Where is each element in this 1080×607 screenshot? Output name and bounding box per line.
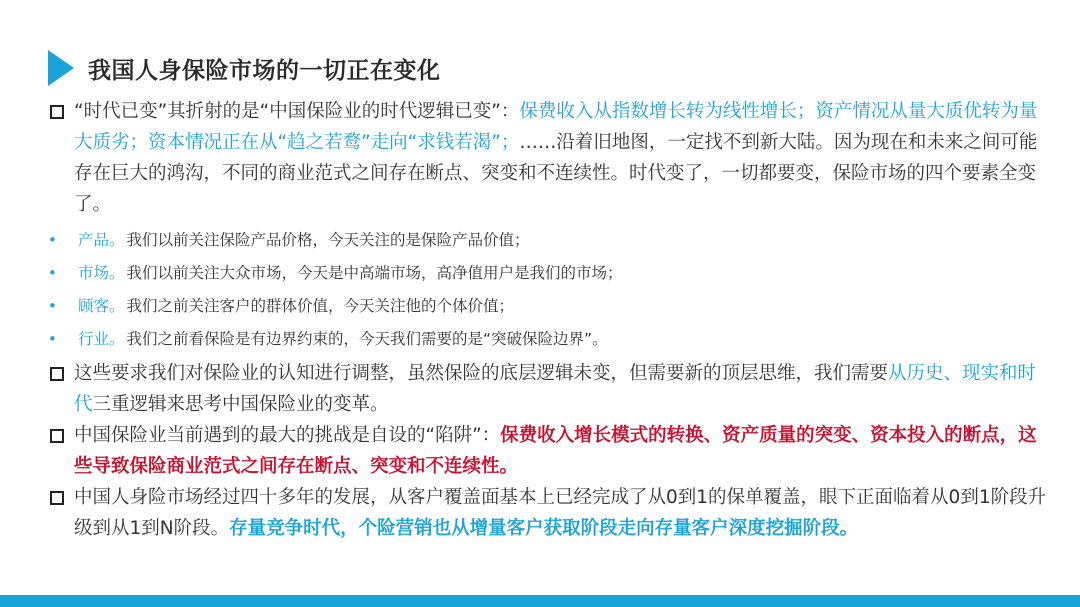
bullet-list <box>48 224 1048 356</box>
square-bullet-icon <box>50 429 64 443</box>
title-arrow-icon <box>48 50 74 86</box>
page-title: 我国人身保险市场的一切正在变化 <box>88 57 441 84</box>
slide-body <box>48 96 1048 544</box>
bullet-keyword: 顾客。 <box>78 297 125 315</box>
bullet-dot-icon: • <box>48 264 57 282</box>
square-bullet-icon <box>50 105 64 119</box>
paragraph-2-rest: 三重逻辑来思考中国保险业的变革。 <box>92 394 389 415</box>
bullet-keyword: 产品。 <box>78 231 125 249</box>
paragraph-3-highlight: 保费收入增长模式的转换、资产质量的突变、资本投入的断点，这些导致保险商业范式之间存在断点、突变和不连续性。 <box>74 425 1037 477</box>
bullet-dot-icon: • <box>48 330 57 348</box>
paragraph-3-text: 中国保险业当前遇到的最大的挑战是自设的“陷阱”： <box>74 425 501 446</box>
paragraph-1 <box>48 96 1048 220</box>
paragraph-2-text: 这些要求我们对保险业的认知进行调整，虽然保险的底层逻辑未变，但需要新的顶层思维，我们需要 <box>74 363 889 384</box>
bullet-text: 我们之前看保险是有边界约束的，今天我们需要的是“突破保险边界”。 <box>126 330 608 348</box>
list-item <box>48 224 1048 257</box>
list-item <box>48 290 1048 323</box>
bottom-accent-bar <box>0 595 1080 607</box>
paragraph-2-highlight: 从历史、现实和时代 <box>74 363 1037 415</box>
list-item <box>48 323 1048 356</box>
list-item <box>48 257 1048 290</box>
bullet-dot-icon: • <box>48 297 57 315</box>
bullet-text: 我们以前关注大众市场，今天是中高端市场，高净值用户是我们的市场； <box>126 264 623 282</box>
paragraph-4-highlight: 存量竞争时代，个险营销也从增量客户获取阶段走向存量客户深度挖掘阶段。 <box>229 518 859 539</box>
bullet-dot-icon: • <box>48 231 57 249</box>
bullet-text: 我们之前关注客户的群体价值，今天关注他的个体价值； <box>126 297 515 315</box>
square-bullet-icon <box>50 367 64 381</box>
paragraph-3 <box>48 420 1048 482</box>
paragraph-1-highlight: 保费收入从指数增长转为线性增长；资产情况从量大质优转为量大质劣；资本情况正在从“趋之若鹜”走向“求钱若渴”； <box>74 101 1038 153</box>
bullet-text: 我们以前关注保险产品价格，今天关注的是保险产品价值； <box>126 231 530 249</box>
paragraph-4 <box>48 482 1048 544</box>
bullet-keyword: 行业。 <box>78 330 125 348</box>
slide-title <box>48 48 441 88</box>
paragraph-1-text: “时代已变”其折射的是“中国保险业的时代逻辑已变”： <box>74 101 520 122</box>
paragraph-2 <box>48 358 1048 420</box>
square-bullet-icon <box>50 491 64 505</box>
bullet-keyword: 市场。 <box>78 264 125 282</box>
paragraph-4-text: 中国人身险市场经过四十多年的发展，从客户覆盖面基本上已经完成了从0到1的保单覆盖，眼下正面临着从0到1阶段升级到从1到N阶段。 <box>74 487 1047 539</box>
paragraph-1-rest: ……沿着旧地图，一定找不到新大陆。因为现在和未来之间可能存在巨大的鸿沟，不同的商业范式之间存在断点、突变和不连续性。时代变了，一切都要变，保险市场的四个要素全变了。 <box>74 132 1038 215</box>
